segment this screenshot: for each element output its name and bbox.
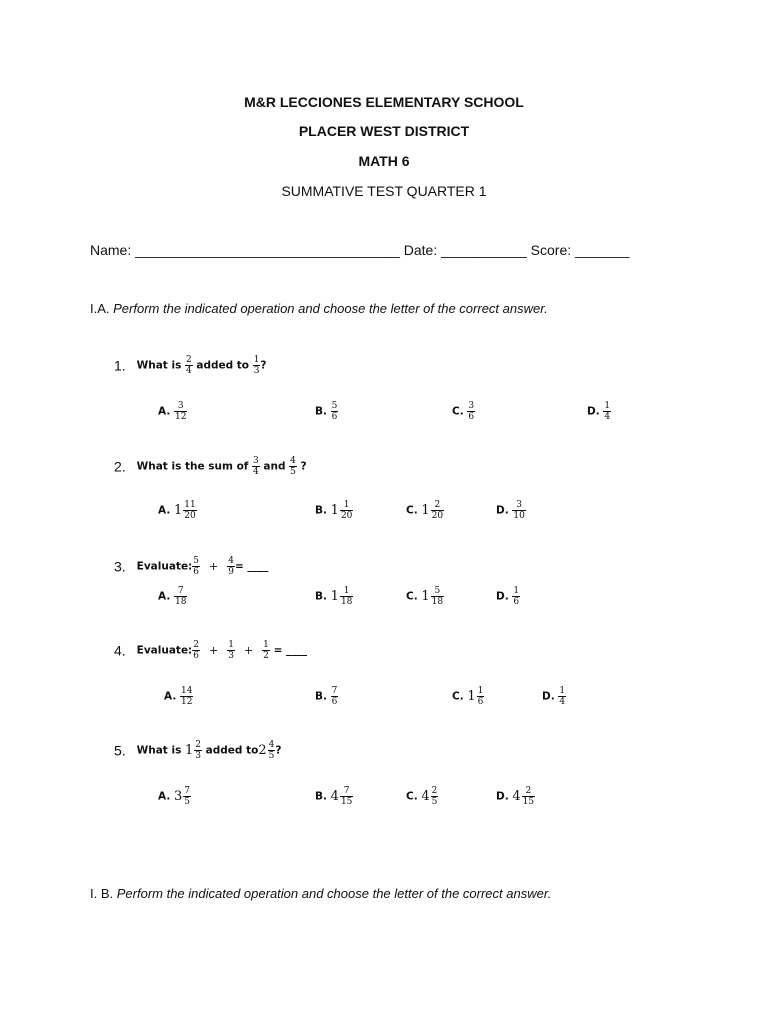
- fraction: [477, 686, 485, 707]
- denominator: 2: [263, 651, 269, 661]
- choice-label: C.: [452, 690, 464, 703]
- question-text: What is the sum of: [136, 460, 249, 473]
- whole-number: 1: [421, 503, 430, 518]
- choice-label: A.: [158, 590, 171, 603]
- whole-number: 1: [184, 743, 194, 758]
- fraction: [289, 456, 297, 477]
- denominator: 5: [184, 797, 190, 807]
- numerator: 14: [180, 686, 193, 696]
- choice-2c[interactable]: [406, 500, 444, 521]
- denominator: 18: [340, 597, 353, 607]
- question-text: What is: [136, 744, 182, 757]
- section-b-instruction: Perform the indicated operation and choose the letter of the correct answer.: [116, 886, 552, 901]
- test-title: SUMMATIVE TEST QUARTER 1: [281, 183, 487, 199]
- choice-1c[interactable]: [452, 401, 475, 422]
- name-blank: __________________________________: [135, 242, 400, 258]
- choice-4b[interactable]: [315, 686, 338, 707]
- numerator: 2: [431, 786, 438, 796]
- fraction: [431, 586, 444, 607]
- choice-label: B.: [315, 590, 327, 603]
- question-text: and: [263, 460, 286, 473]
- fraction: [340, 786, 353, 807]
- school-name: M&R LECCIONES ELEMENTARY SCHOOL: [244, 94, 524, 110]
- numerator: 7: [177, 586, 184, 596]
- choice-label: C.: [452, 405, 464, 418]
- choice-label: A.: [164, 690, 177, 703]
- question-number: 5.: [114, 742, 126, 759]
- denominator: 6: [331, 412, 338, 422]
- fraction: [262, 640, 270, 661]
- whole-number: 3: [173, 789, 183, 804]
- denominator: 18: [174, 597, 187, 607]
- whole-number: 2: [258, 743, 267, 758]
- question-number: 2.: [114, 458, 126, 475]
- choice-3a[interactable]: [158, 586, 187, 607]
- fraction: [512, 586, 520, 607]
- fraction: [431, 786, 439, 807]
- choice-1a[interactable]: [158, 401, 187, 422]
- denominator: 4: [604, 412, 611, 422]
- numerator: 2: [434, 500, 441, 510]
- choice-label: D.: [587, 405, 600, 418]
- numerator: 1: [559, 686, 566, 696]
- choice-5b[interactable]: [315, 786, 353, 807]
- numerator: 1: [513, 586, 520, 596]
- choice-4c[interactable]: [452, 686, 484, 707]
- question-text: added to: [196, 359, 250, 372]
- question-text: added to: [205, 744, 259, 757]
- numerator: 7: [331, 686, 338, 696]
- choice-label: D.: [496, 504, 509, 517]
- question-text: What is: [136, 359, 182, 372]
- choice-3c[interactable]: [406, 586, 444, 607]
- score-label: Score:: [530, 242, 572, 258]
- section-b-prefix: I. B.: [90, 886, 114, 901]
- numerator: 7: [343, 786, 350, 796]
- denominator: 4: [185, 366, 192, 376]
- date-blank: ___________: [441, 242, 527, 258]
- numerator: 5: [331, 401, 338, 411]
- question-3: [114, 556, 268, 577]
- whole-number: 1: [330, 503, 339, 518]
- numerator: 11: [184, 500, 196, 510]
- denominator: 3: [195, 751, 201, 761]
- fraction: [522, 786, 535, 807]
- denominator: 6: [331, 697, 338, 707]
- denominator: 6: [468, 412, 475, 422]
- question-2: [114, 456, 307, 477]
- whole-number: 1: [467, 689, 476, 704]
- numerator: 2: [185, 355, 192, 365]
- fraction: [603, 401, 611, 422]
- fraction: [331, 401, 339, 422]
- section-a-heading: [90, 301, 548, 316]
- choice-4d[interactable]: [542, 686, 566, 707]
- denominator: 15: [340, 797, 353, 807]
- choice-label: D.: [496, 790, 509, 803]
- fraction: [174, 401, 187, 422]
- denominator: 15: [522, 797, 535, 807]
- denominator: 6: [477, 697, 484, 707]
- denominator: 6: [193, 567, 199, 577]
- denominator: 5: [431, 797, 438, 807]
- denominator: 3: [253, 366, 260, 376]
- question-text: Evaluate:: [136, 644, 193, 657]
- section-a-prefix: I.A.: [90, 301, 110, 316]
- denominator: 6: [513, 597, 520, 607]
- fraction: [180, 686, 193, 707]
- denominator: 20: [184, 511, 196, 521]
- numerator: 4: [228, 556, 234, 566]
- fraction: [467, 401, 475, 422]
- plus-sign: +: [209, 644, 219, 657]
- numerator: 2: [193, 640, 199, 650]
- whole-number: 4: [421, 789, 430, 804]
- numerator: 5: [434, 586, 441, 596]
- choice-1d[interactable]: [587, 401, 611, 422]
- denominator: 18: [431, 597, 444, 607]
- choice-label: B.: [315, 790, 327, 803]
- choice-label: C.: [406, 790, 418, 803]
- fraction: [183, 500, 196, 521]
- numerator: 7: [184, 786, 190, 796]
- answer-blank: = ____: [273, 644, 308, 657]
- numerator: 1: [228, 640, 234, 650]
- question-4: [114, 640, 307, 661]
- denominator: 9: [228, 567, 234, 577]
- question-text: Evaluate:: [136, 560, 193, 573]
- choice-5d[interactable]: [496, 786, 535, 807]
- date-label: Date:: [403, 242, 438, 258]
- denominator: 20: [340, 511, 353, 521]
- choice-1b[interactable]: [315, 401, 338, 422]
- question-number: 3.: [114, 558, 126, 575]
- denominator: 4: [253, 467, 259, 477]
- fraction: [192, 640, 200, 661]
- fraction: [227, 640, 235, 661]
- subject-title: MATH 6: [358, 153, 410, 169]
- choice-2d[interactable]: [496, 500, 526, 521]
- fraction: [192, 556, 200, 577]
- denominator: 6: [193, 651, 199, 661]
- choice-label: A.: [158, 790, 171, 803]
- choice-2a[interactable]: [158, 500, 197, 521]
- denominator: 5: [290, 467, 296, 477]
- score-blank: _______: [575, 242, 630, 258]
- question-1: [114, 355, 267, 376]
- whole-number: 1: [173, 503, 183, 518]
- whole-number: 1: [330, 589, 339, 604]
- numerator: 1: [477, 686, 484, 696]
- fraction: [174, 586, 187, 607]
- numerator: 3: [468, 401, 475, 411]
- denominator: 12: [180, 697, 193, 707]
- choice-3b[interactable]: [315, 586, 353, 607]
- fraction: [252, 456, 260, 477]
- numerator: 4: [290, 456, 296, 466]
- choice-5c[interactable]: [406, 786, 438, 807]
- question-end: ?: [300, 460, 307, 473]
- denominator: 3: [228, 651, 234, 661]
- numerator: 1: [604, 401, 611, 411]
- plus-sign: +: [243, 644, 254, 657]
- numerator: 4: [268, 740, 275, 750]
- choice-label: B.: [315, 504, 327, 517]
- denominator: 10: [513, 511, 525, 521]
- section-b-heading: [90, 886, 551, 901]
- numerator: 1: [343, 586, 350, 596]
- question-number: 4.: [114, 642, 126, 659]
- choice-label: A.: [158, 504, 171, 517]
- fraction: [185, 355, 193, 376]
- choice-label: D.: [542, 690, 555, 703]
- choice-4a[interactable]: [164, 686, 193, 707]
- fraction: [340, 586, 353, 607]
- choice-label: A.: [158, 405, 171, 418]
- whole-number: 4: [512, 789, 521, 804]
- numerator: 5: [193, 556, 199, 566]
- question-end: ?: [275, 744, 282, 757]
- numerator: 1: [263, 640, 269, 650]
- fraction: [194, 740, 202, 761]
- whole-number: 4: [330, 789, 339, 804]
- denominator: 12: [174, 412, 187, 422]
- question-number: 1.: [114, 357, 126, 374]
- section-a-instruction: Perform the indicated operation and choose the letter of the correct answer.: [113, 301, 548, 316]
- info-line: [90, 242, 630, 258]
- choice-label: B.: [315, 690, 327, 703]
- plus-sign: +: [209, 560, 219, 573]
- fraction: [183, 786, 191, 807]
- choice-5a[interactable]: [158, 786, 191, 807]
- denominator: 5: [268, 751, 275, 761]
- district-name: PLACER WEST DISTRICT: [298, 123, 470, 139]
- fraction: [331, 686, 339, 707]
- question-end: ?: [260, 359, 267, 372]
- numerator: 3: [516, 500, 522, 510]
- answer-blank: = ____: [234, 560, 269, 573]
- name-label: Name:: [90, 242, 132, 258]
- choice-label: D.: [496, 590, 509, 603]
- fraction: [340, 500, 353, 521]
- numerator: 1: [343, 500, 350, 510]
- choice-label: C.: [406, 504, 418, 517]
- fraction: [431, 500, 444, 521]
- fraction: [227, 556, 235, 577]
- numerator: 1: [253, 355, 260, 365]
- whole-number: 1: [421, 589, 430, 604]
- numerator: 2: [195, 740, 201, 750]
- denominator: 4: [559, 697, 566, 707]
- choice-label: B.: [315, 405, 327, 418]
- fraction: [512, 500, 525, 521]
- question-5: [114, 740, 281, 761]
- choice-3d[interactable]: [496, 586, 520, 607]
- denominator: 20: [431, 511, 444, 521]
- fraction: [558, 686, 566, 707]
- choice-2b[interactable]: [315, 500, 353, 521]
- numerator: 3: [177, 401, 184, 411]
- choice-label: C.: [406, 590, 418, 603]
- numerator: 3: [253, 456, 259, 466]
- numerator: 2: [525, 786, 532, 796]
